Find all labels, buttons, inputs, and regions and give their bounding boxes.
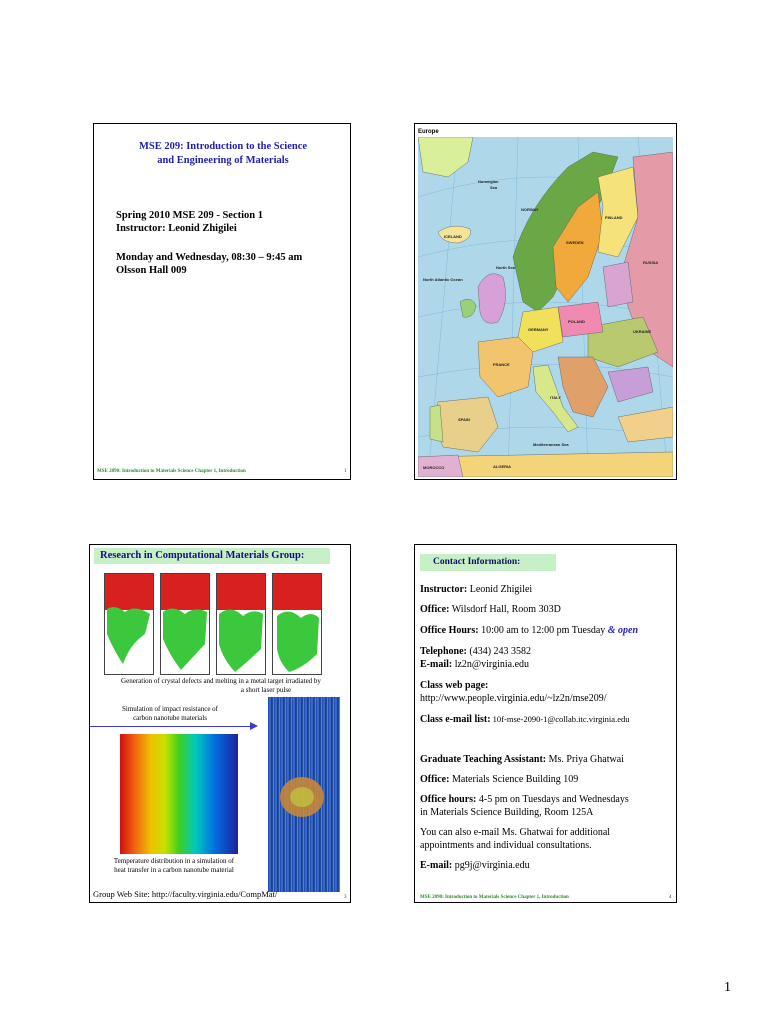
slide-4-footer: MSE 2090: Introduction to Materials Science Chapter 1, Introduction	[420, 895, 569, 900]
ta-email-row: E-mail: pg9j@virginia.edu	[420, 860, 530, 871]
class-web-link[interactable]: http://www.people.virginia.edu/~lz2n/mse209/	[420, 693, 607, 704]
simulation-panel-2	[160, 573, 210, 675]
title-line-1: MSE 209: Introduction to the Science	[138, 141, 308, 152]
ta-office-row: Office: Materials Science Building 109	[420, 774, 579, 785]
slide-1-title	[104, 140, 342, 168]
slide-4-title: Contact Information:	[433, 557, 521, 567]
impact-graphic	[268, 697, 340, 892]
slide-1-number: 1	[344, 469, 347, 474]
class-email-row: Class e-mail list: 10f-mse-2090-1@collab.itc.virginia.edu	[420, 714, 630, 725]
ta-hours-line-2: in Materials Science Building, Room 125A	[420, 807, 594, 818]
slide-3-title: Research in Computational Materials Group:	[100, 550, 305, 561]
europe-map	[418, 137, 673, 477]
slide-4-number: 4	[669, 895, 672, 900]
label-italy: ITALY	[550, 395, 561, 400]
label-atlantic: North Atlantic Ocean	[423, 277, 463, 282]
ta-hours-row: Office hours: 4-5 pm on Tuesdays and Wednesdays	[420, 794, 629, 805]
map-title: Europe	[418, 129, 439, 135]
label-sea: Sea	[490, 185, 498, 190]
arrow-line	[90, 726, 252, 727]
label-russia: RUSSIA	[643, 260, 659, 265]
slide-1-footer: MSE 2090: Introduction to Materials Science Chapter 1, Introduction	[97, 469, 246, 474]
office-hours-row: Office Hours: 10:00 am to 12:00 pm Tuesday & open	[420, 625, 639, 636]
label-algeria: ALGERIA	[493, 464, 511, 469]
title-line-2: and Engineering of Materials	[157, 155, 289, 166]
label-mediterranean: Mediterranean Sea	[533, 442, 569, 447]
arrow-head-icon	[250, 722, 258, 730]
label-norway: NORWAY	[521, 207, 539, 212]
label-ukraine: UKRAINE	[633, 329, 652, 334]
office-row: Office: Wilsdorf Hall, Room 303D	[420, 604, 561, 615]
crystal-defects-graphic-2	[161, 604, 209, 674]
extra-line-1: You can also e-mail Ms. Ghatwai for additional	[420, 827, 611, 838]
temperature-heatmap	[120, 734, 238, 854]
simulation-panel-3	[216, 573, 266, 675]
telephone-row: Telephone: (434) 243 3582	[420, 646, 532, 657]
label-germany: GERMANY	[528, 327, 549, 332]
label-north-sea: North Sea	[496, 265, 515, 270]
class-web-label: Class web page:	[420, 680, 489, 691]
europe-map-graphic	[418, 137, 673, 477]
group-web-site[interactable]: Group Web Site: http://faculty.virginia.edu/CompMat/	[93, 889, 278, 899]
slide-3-number: 3	[344, 895, 347, 900]
simulation-panel-4	[272, 573, 322, 675]
ta-row: Graduate Teaching Assistant: Ms. Priya Ghatwai	[420, 754, 624, 765]
label-morocco: MOROCCO	[423, 465, 445, 470]
instructor-row: Instructor: Leonid Zhigilei	[420, 584, 533, 595]
slide-2	[414, 123, 677, 480]
caption-heat: Temperature distribution in a simulation of heat transfer in a carbon nanotube material	[113, 857, 235, 874]
page-number: 1	[724, 980, 731, 995]
crystal-defects-graphic-3	[217, 604, 265, 674]
label-iceland: ICELAND	[444, 234, 462, 239]
location-line: Olsson Hall 009	[116, 265, 187, 276]
slide-4	[414, 544, 677, 903]
caption-laser: Generation of crystal defects and melting in a metal target irradiated by a short laser pulse	[121, 677, 321, 694]
label-spain: SPAIN	[458, 417, 470, 422]
crystal-defects-graphic-1	[105, 604, 153, 674]
email-row: E-mail: lz2n@virginia.edu	[420, 659, 530, 670]
caption-impact: Simulation of impact resistance of carbon nanotube materials	[121, 705, 219, 722]
slide-1	[93, 123, 351, 480]
label-poland: POLAND	[568, 319, 585, 324]
nanotube-impact-image	[268, 697, 340, 892]
extra-line-2: appointments and individual consultations.	[420, 840, 592, 851]
slide-3	[89, 544, 351, 903]
label-finland: FINLAND	[605, 215, 623, 220]
label-sweden: SWEDEN	[566, 240, 584, 245]
crystal-defects-graphic-4	[273, 604, 321, 674]
instructor-line: Instructor: Leonid Zhigilei	[116, 223, 237, 234]
simulation-panel-1	[104, 573, 154, 675]
label-norwegian: Norwegian	[478, 179, 499, 184]
label-france: FRANCE	[493, 362, 510, 367]
schedule-line: Monday and Wednesday, 08:30 – 9:45 am	[116, 252, 303, 263]
semester-line: Spring 2010 MSE 209 - Section 1	[116, 210, 264, 221]
